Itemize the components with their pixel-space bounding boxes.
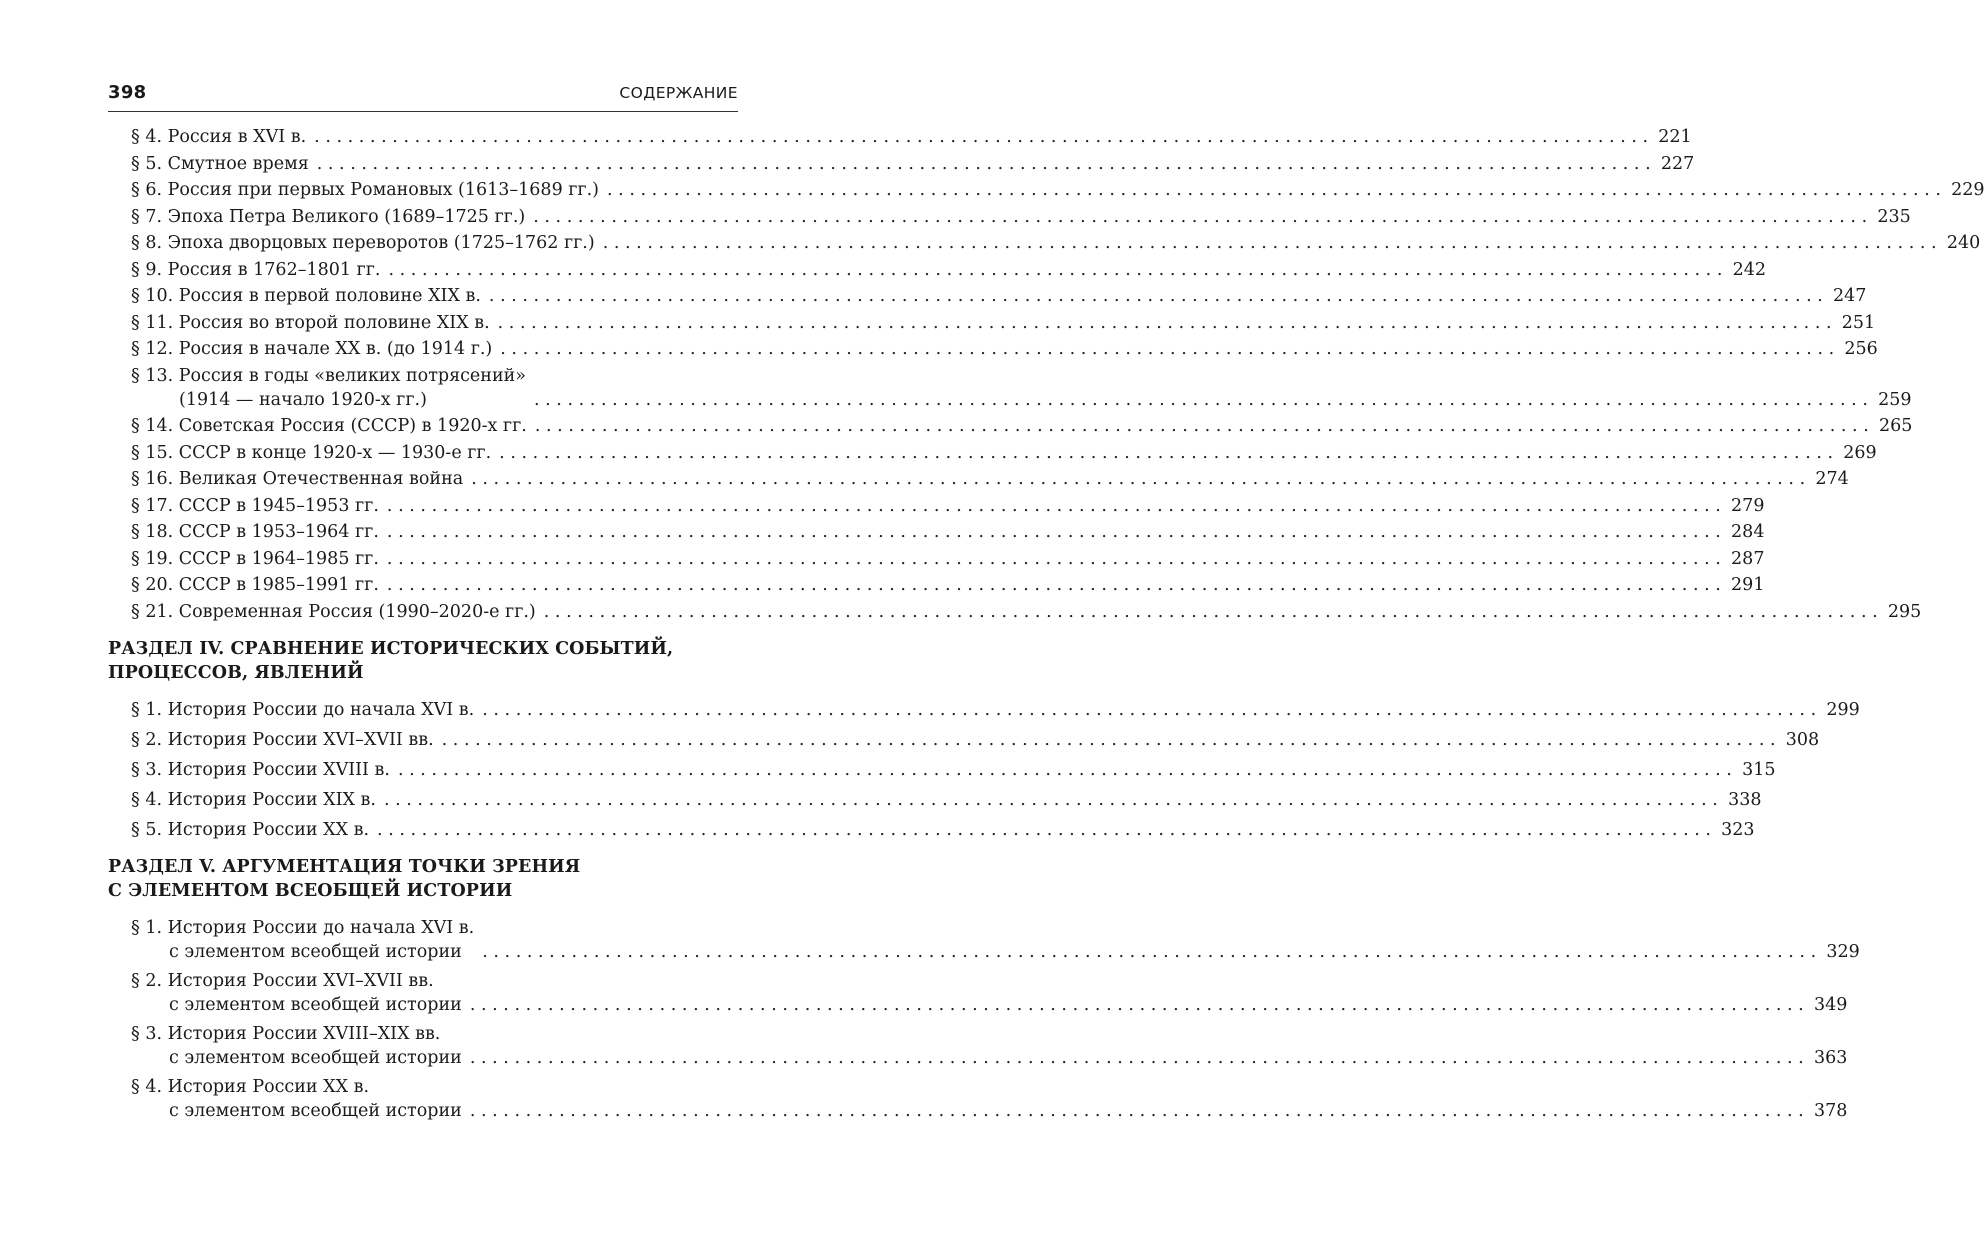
dot-leader: ........................................................................................................................ [386,548,1727,569]
toc-entry-page-number: 251 [1841,312,1876,333]
dot-leader: ........................................................................................................................ [533,206,1873,227]
dot-leader: ........................................................................................................................ [386,575,1727,595]
toc-entry-title-line: (1914 — начало 1920-х гг.) [179,389,427,410]
toc-entry-title-line: § 1. История России до начала XVI в. [131,918,475,938]
toc-entry-title-line: § 21. Современная Россия (1990–2020-е гг.) [131,601,536,622]
dot-leader: ........................................................................................................................ [469,1048,1810,1068]
toc-entry-title [131,494,379,518]
toc-entry [108,205,1911,229]
toc-entry-title [131,818,369,843]
toc-entry-title-line: § 2. История России XVI–XVII вв. [131,729,434,750]
dot-leader: ........................................................................................................................ [534,416,1875,436]
dot-leader: ........................................................................................................................ [533,389,1874,410]
toc-entry-page-number: 323 [1721,819,1755,840]
section-heading-line: ПРОЦЕССОВ, ЯВЛЕНИЙ [108,662,364,683]
dot-leader: ........................................................................................................................ [386,522,1727,542]
toc-entry [108,600,1922,624]
toc-entry [108,1075,1848,1123]
toc-entry [108,311,1876,335]
dot-leader: ........................................................................................................................ [314,127,1654,147]
toc-entry-page-number: 295 [1887,601,1922,622]
toc-entry-title-line: § 4. История России XX в. [131,1077,370,1097]
toc-entry-title-line: § 7. Эпоха Петра Великого (1689–1725 гг.) [131,206,526,227]
book-page [108,82,1985,1128]
toc-entry-page-number: 240 [1946,233,1981,253]
toc-entry [108,152,1695,176]
toc-entry-title-line: § 5. История России XX в. [131,819,370,840]
toc-entry [108,728,1820,753]
toc-entry-page-number: 227 [1660,153,1695,174]
toc-entry-page-number: 338 [1728,789,1762,810]
toc-entry [108,916,1860,964]
toc-entry-title [131,969,462,1017]
toc-entry-title [131,284,481,308]
toc-entry-title [131,1075,462,1123]
toc-entry-title-line: с элементом всеобщей истории [169,995,462,1015]
section-heading-5 [108,855,738,903]
toc-block-chapters [108,125,1985,624]
toc-entry [108,788,1762,813]
toc-entry-page-number: 291 [1731,575,1765,595]
toc-entry-title-line: с элементом всеобщей истории [169,1101,462,1121]
dot-leader: ........................................................................................................................ [482,942,1822,962]
toc-entry-page-number: 279 [1731,495,1765,516]
toc-entry-title-line: § 8. Эпоха дворцовых переворотов (1725–1762 гг.) [131,233,595,253]
toc-entry-title-line: § 5. Смутное время [131,153,309,174]
toc-entry-title-line: § 17. СССР в 1945–1953 гг. [131,495,379,516]
toc-entry-page-number: 274 [1815,469,1849,489]
toc-entry-title-line: § 10. Россия в первой половине XIX в. [131,286,481,306]
toc-entry-page-number: 378 [1813,1101,1848,1121]
toc-entry-title-line: § 11. Россия во второй половине XIX в. [131,312,490,333]
toc-entry-title [131,467,463,491]
toc-entry-title-line: § 2. История России XVI–XVII вв. [131,971,434,991]
toc-entry-page-number: 269 [1843,442,1877,463]
toc-entry [108,1022,1848,1070]
toc-entry-title-line: § 12. Россия в начале XX в. (до 1914 г.) [131,339,493,359]
dot-leader: ........................................................................................................................ [386,495,1727,516]
toc-entry [108,573,1765,597]
toc-entry-title-line: § 20. СССР в 1985–1991 гг. [131,575,379,595]
dot-leader: ........................................................................................................................ [607,180,1947,200]
toc-entry [108,337,1878,361]
toc-entry-title [131,125,306,149]
dot-leader: ........................................................................................................................ [397,759,1738,780]
toc-entry-page-number: 329 [1826,942,1860,962]
toc-entry-page-number: 299 [1826,699,1860,720]
toc-entry-title [131,205,525,229]
toc-entry [108,494,1765,518]
toc-entry [108,364,1912,412]
toc-entry-title [131,414,527,438]
toc-entry-title-line: с элементом всеобщей истории [169,942,462,962]
dot-leader: ........................................................................................................................ [441,729,1782,750]
toc-block-section-5 [108,916,1860,1123]
toc-entry-title [131,600,536,624]
toc-entry-page-number: 235 [1877,206,1911,227]
toc-entry-title [131,788,376,813]
toc-entry-title [131,178,599,202]
toc-entry [108,258,1766,282]
dot-leader: ........................................................................................................................ [499,442,1839,463]
dot-leader: ........................................................................................................................ [469,995,1810,1015]
section-heading-line: С ЭЛЕМЕНТОМ ВСЕОБЩЕЙ ИСТОРИИ [108,881,513,901]
toc-entry [108,698,1860,723]
dot-leader: ........................................................................................................................ [488,286,1829,306]
dot-leader: ........................................................................................................................ [602,233,1943,253]
toc-entry-title [131,1022,462,1070]
toc-entry-title [131,547,379,571]
dot-leader: ........................................................................................................................ [482,699,1822,720]
toc-entry [108,441,1877,465]
toc-entry-title [131,231,595,255]
running-head [108,82,738,112]
table-of-contents [108,125,1985,1123]
section-heading-line: РАЗДЕЛ V. АРГУМЕНТАЦИЯ ТОЧКИ ЗРЕНИЯ [108,857,581,877]
toc-entry-title-line: § 1. История России до начала XVI в. [131,699,475,720]
dot-leader: ........................................................................................................................ [500,339,1840,359]
toc-entry-title-line: § 14. Советская Россия (СССР) в 1920-х гг. [131,416,527,436]
toc-entry [108,520,1765,544]
toc-entry [108,231,1981,255]
dot-leader: ........................................................................................................................ [377,819,1717,840]
toc-entry [108,818,1755,843]
toc-entry-title-line: § 16. Великая Отечественная война [131,469,464,489]
section-heading-line: РАЗДЕЛ IV. СРАВНЕНИЕ ИСТОРИЧЕСКИХ СОБЫТИЙ, [108,638,674,659]
toc-entry-title-line: § 3. История России XVIII в. [131,759,390,780]
toc-entry-title-line: § 3. История России XVIII–XIX вв. [131,1024,441,1044]
toc-entry-title-line: § 15. СССР в конце 1920-х — 1930-е гг. [131,442,492,463]
toc-entry-title-line: § 6. Россия при первых Романовых (1613–1689 гг.) [131,180,599,200]
toc-entry-page-number: 308 [1785,729,1820,750]
toc-entry-title [131,364,526,412]
toc-entry [108,178,1985,202]
toc-entry-title [131,337,492,361]
toc-block-section-4 [108,698,1860,843]
section-heading-4 [108,637,738,685]
toc-entry [108,547,1765,571]
toc-entry-page-number: 221 [1658,127,1692,147]
toc-entry-page-number: 259 [1878,389,1912,410]
running-title: СОДЕРЖАНИЕ [619,84,738,102]
toc-entry-page-number: 247 [1833,286,1867,306]
toc-entry-page-number: 349 [1813,995,1848,1015]
toc-entry-title-line: § 18. СССР в 1953–1964 гг. [131,522,379,542]
toc-entry-title [131,698,474,723]
toc-entry-title-line: § 9. Россия в 1762–1801 гг. [131,259,381,280]
toc-entry-title [131,728,434,753]
toc-entry-page-number: 363 [1813,1048,1848,1068]
toc-entry-title [131,758,390,783]
dot-leader: ........................................................................................................................ [316,153,1657,174]
toc-entry [108,414,1913,438]
toc-entry-title [131,258,380,282]
toc-entry-title-line: § 4. Россия в XVI в. [131,127,307,147]
toc-entry [108,467,1849,491]
toc-entry-page-number: 265 [1878,416,1913,436]
toc-entry-title-line: § 13. Россия в годы «великих потрясений» [131,365,526,386]
toc-entry [108,284,1867,308]
page-number: 398 [108,82,147,103]
toc-entry [108,758,1776,783]
dot-leader: ........................................................................................................................ [388,259,1728,280]
toc-entry-title-line: с элементом всеобщей истории [169,1048,462,1068]
toc-entry [108,969,1848,1017]
toc-entry-title [131,441,491,465]
dot-leader: ........................................................................................................................ [497,312,1838,333]
toc-entry-page-number: 315 [1742,759,1776,780]
toc-entry-page-number: 229 [1951,180,1985,200]
toc-entry-page-number: 284 [1731,522,1765,542]
toc-entry-title [131,573,379,597]
toc-entry-page-number: 287 [1731,548,1765,569]
toc-entry-title [131,916,474,964]
dot-leader: ........................................................................................................................ [383,789,1724,810]
toc-entry [108,125,1692,149]
toc-entry-title [131,152,309,176]
dot-leader: ........................................................................................................................ [471,469,1811,489]
toc-entry-title [131,520,379,544]
toc-entry-page-number: 256 [1844,339,1878,359]
toc-entry-title-line: § 19. СССР в 1964–1985 гг. [131,548,379,569]
dot-leader: ........................................................................................................................ [543,601,1884,622]
toc-entry-page-number: 242 [1732,259,1766,280]
toc-entry-title-line: § 4. История России XIX в. [131,789,376,810]
dot-leader: ........................................................................................................................ [469,1101,1810,1121]
toc-entry-title [131,311,490,335]
